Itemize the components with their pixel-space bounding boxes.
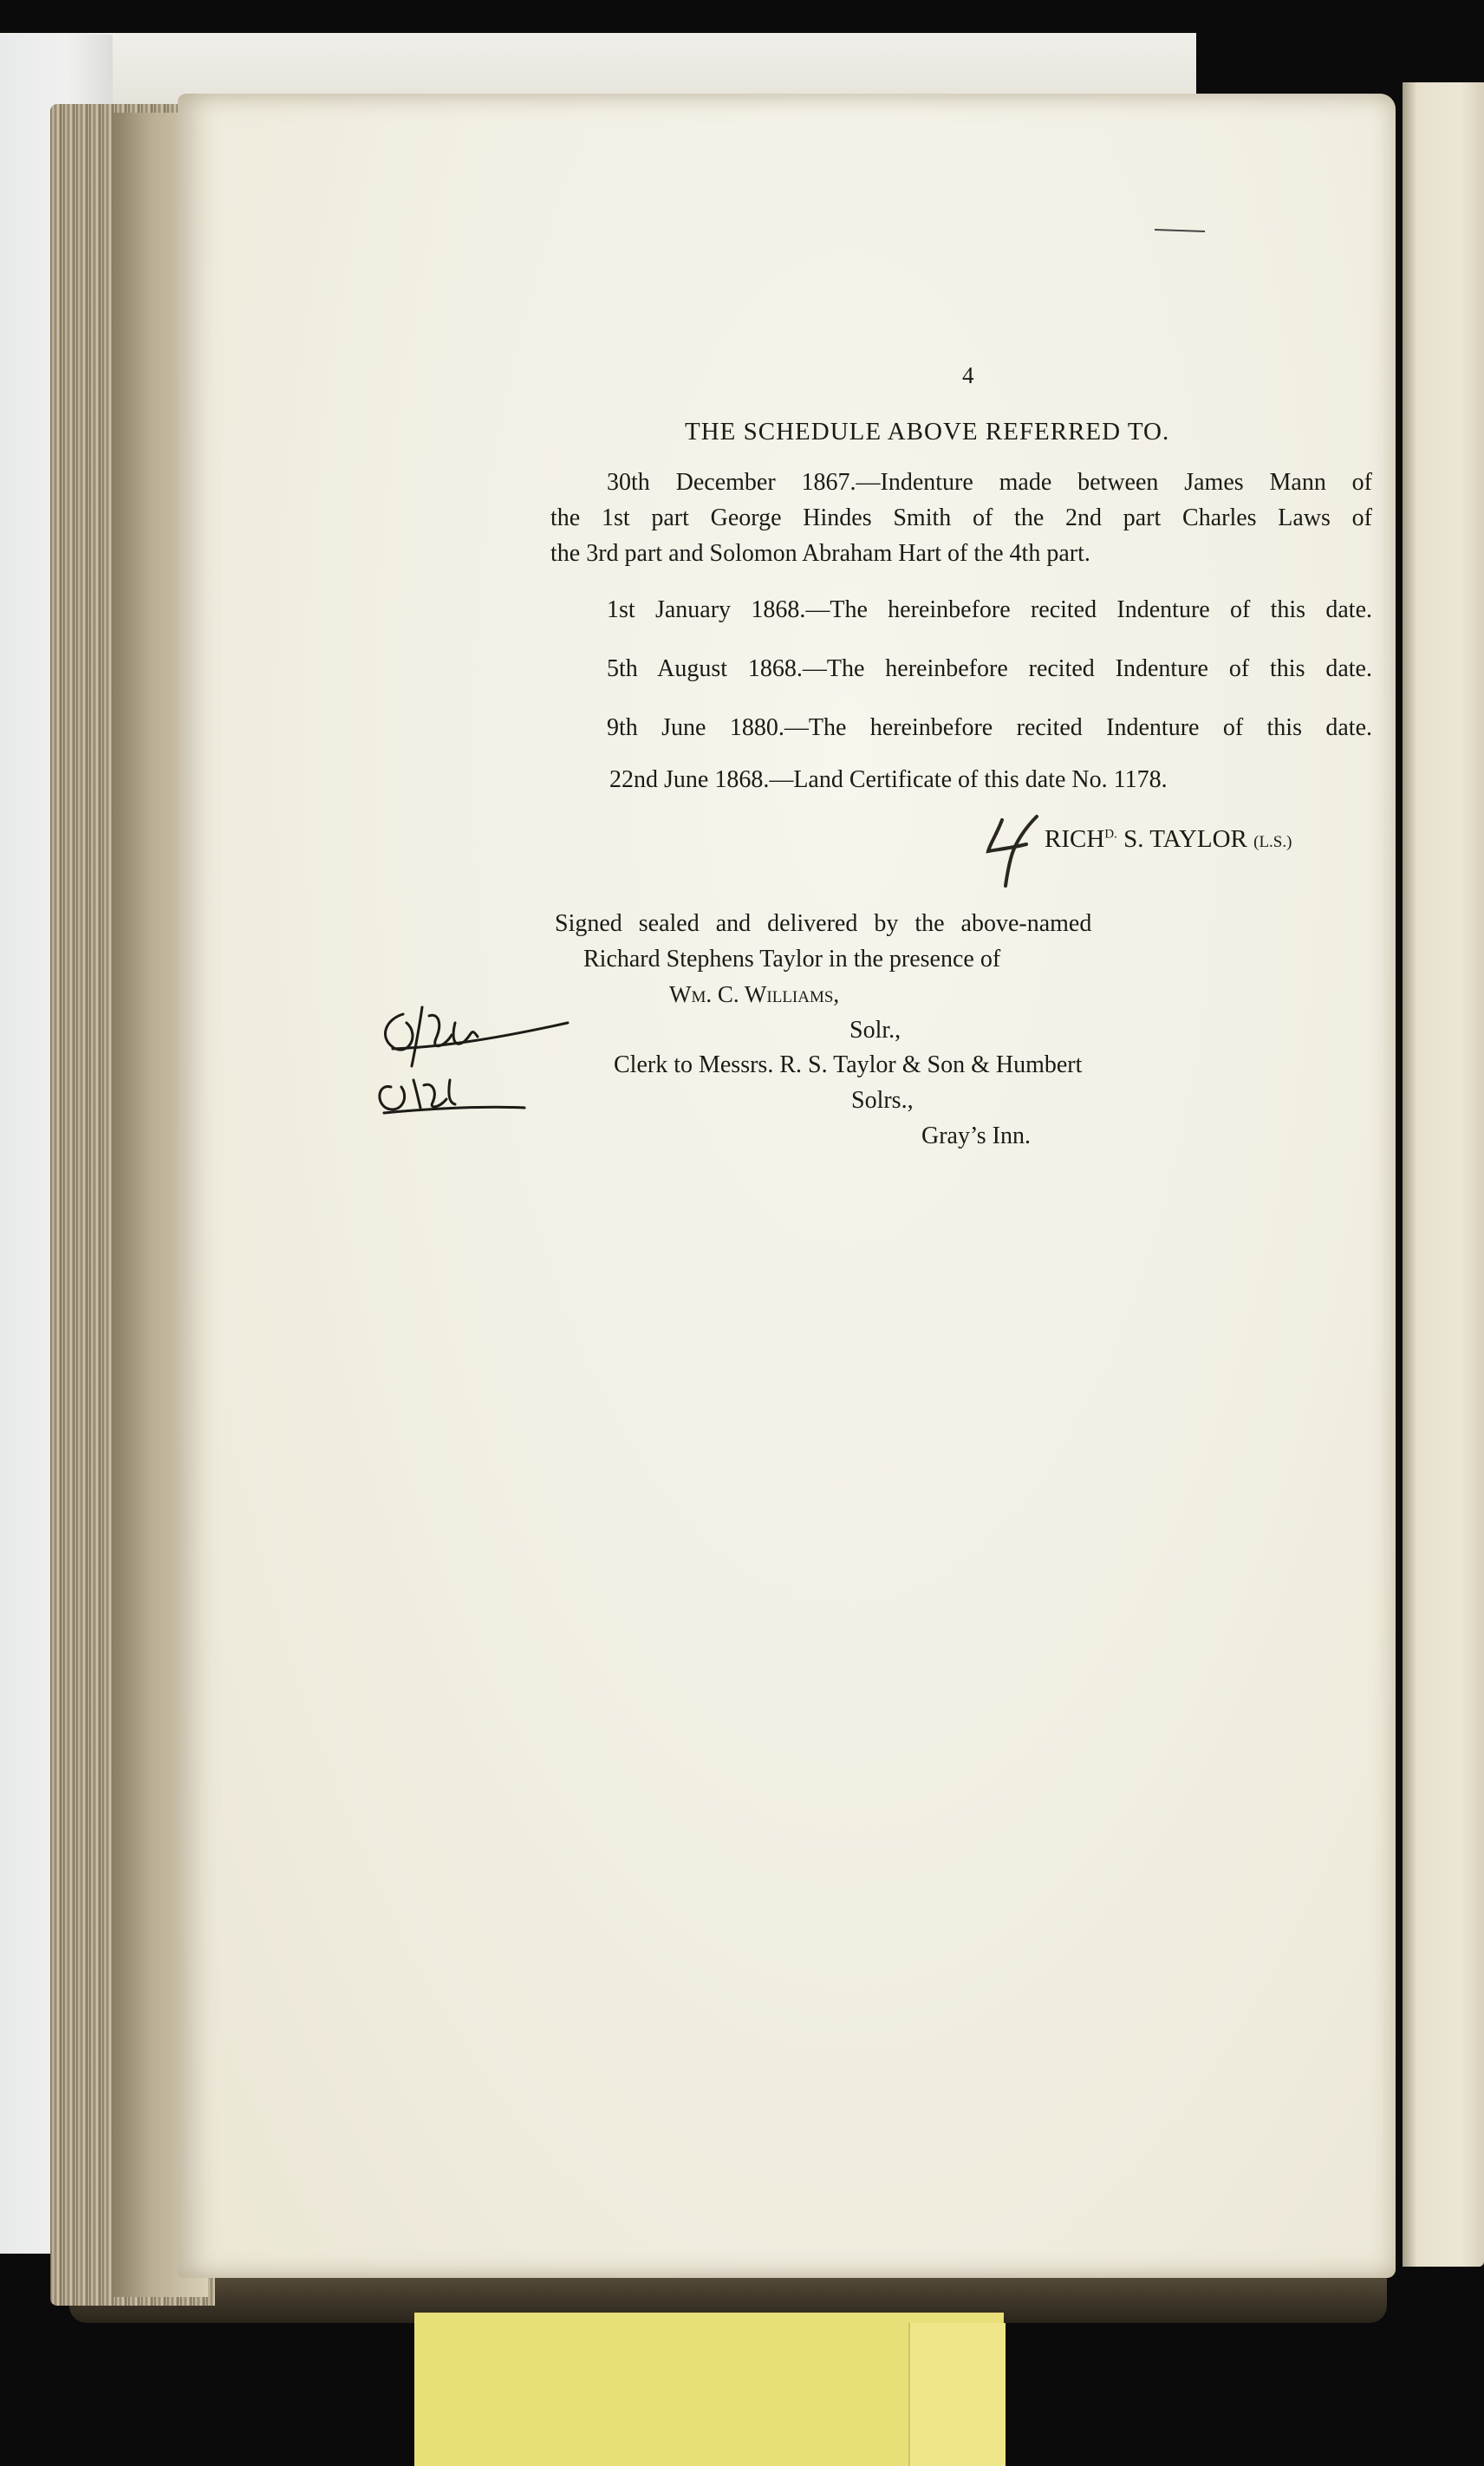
schedule-entry-5: 22nd June 1868.—Land Certificate of this date No. 1178. bbox=[609, 766, 1168, 793]
schedule-entry-1-line-2: the 1st part George Hindes Smith of the 2nd part Charles Laws of bbox=[550, 504, 1372, 531]
printed-signature: $RICH^{D.}$ S. TAYLOR (L.S.) bbox=[1045, 825, 1292, 853]
witness-address: Gray’s Inn. bbox=[921, 1122, 1031, 1149]
witness-solrs: Solrs., bbox=[851, 1087, 914, 1114]
attestation-line-2: Richard Stephens Taylor in the presence of bbox=[583, 946, 1001, 973]
pencil-dash-mark bbox=[1155, 229, 1207, 232]
page-number: 4 bbox=[962, 362, 974, 388]
handwritten-mark bbox=[985, 813, 1045, 888]
witness-solr: Solr., bbox=[849, 1017, 901, 1044]
witness-clerk: Clerk to Messrs. R. S. Taylor & Son & Humbert bbox=[614, 1051, 1083, 1078]
schedule-entry-1-line-1: 30th December 1867.—Indenture made between James Mann of bbox=[607, 469, 1372, 496]
schedule-entry-2: 1st January 1868.—The hereinbefore recited Indenture of this date. bbox=[607, 596, 1372, 623]
schedule-entry-3: 5th August 1868.—The hereinbefore recited Indenture of this date. bbox=[607, 655, 1372, 682]
attestation-line-1: Signed sealed and delivered by the above-named bbox=[555, 910, 1092, 937]
schedule-heading: THE SCHEDULE ABOVE REFERRED TO. bbox=[685, 418, 1170, 446]
witness-name: Wm. C. Williams, bbox=[669, 981, 840, 1007]
handwritten-signature bbox=[368, 997, 576, 1127]
schedule-entry-4: 9th June 1880.—The hereinbefore recited Indenture of this date. bbox=[607, 714, 1372, 741]
facing-page-edge bbox=[1403, 82, 1484, 2267]
schedule-entry-1-line-3: the 3rd part and Solomon Abraham Hart of the 4th part. bbox=[550, 540, 1090, 567]
yellow-tab-fold bbox=[908, 2323, 1006, 2466]
